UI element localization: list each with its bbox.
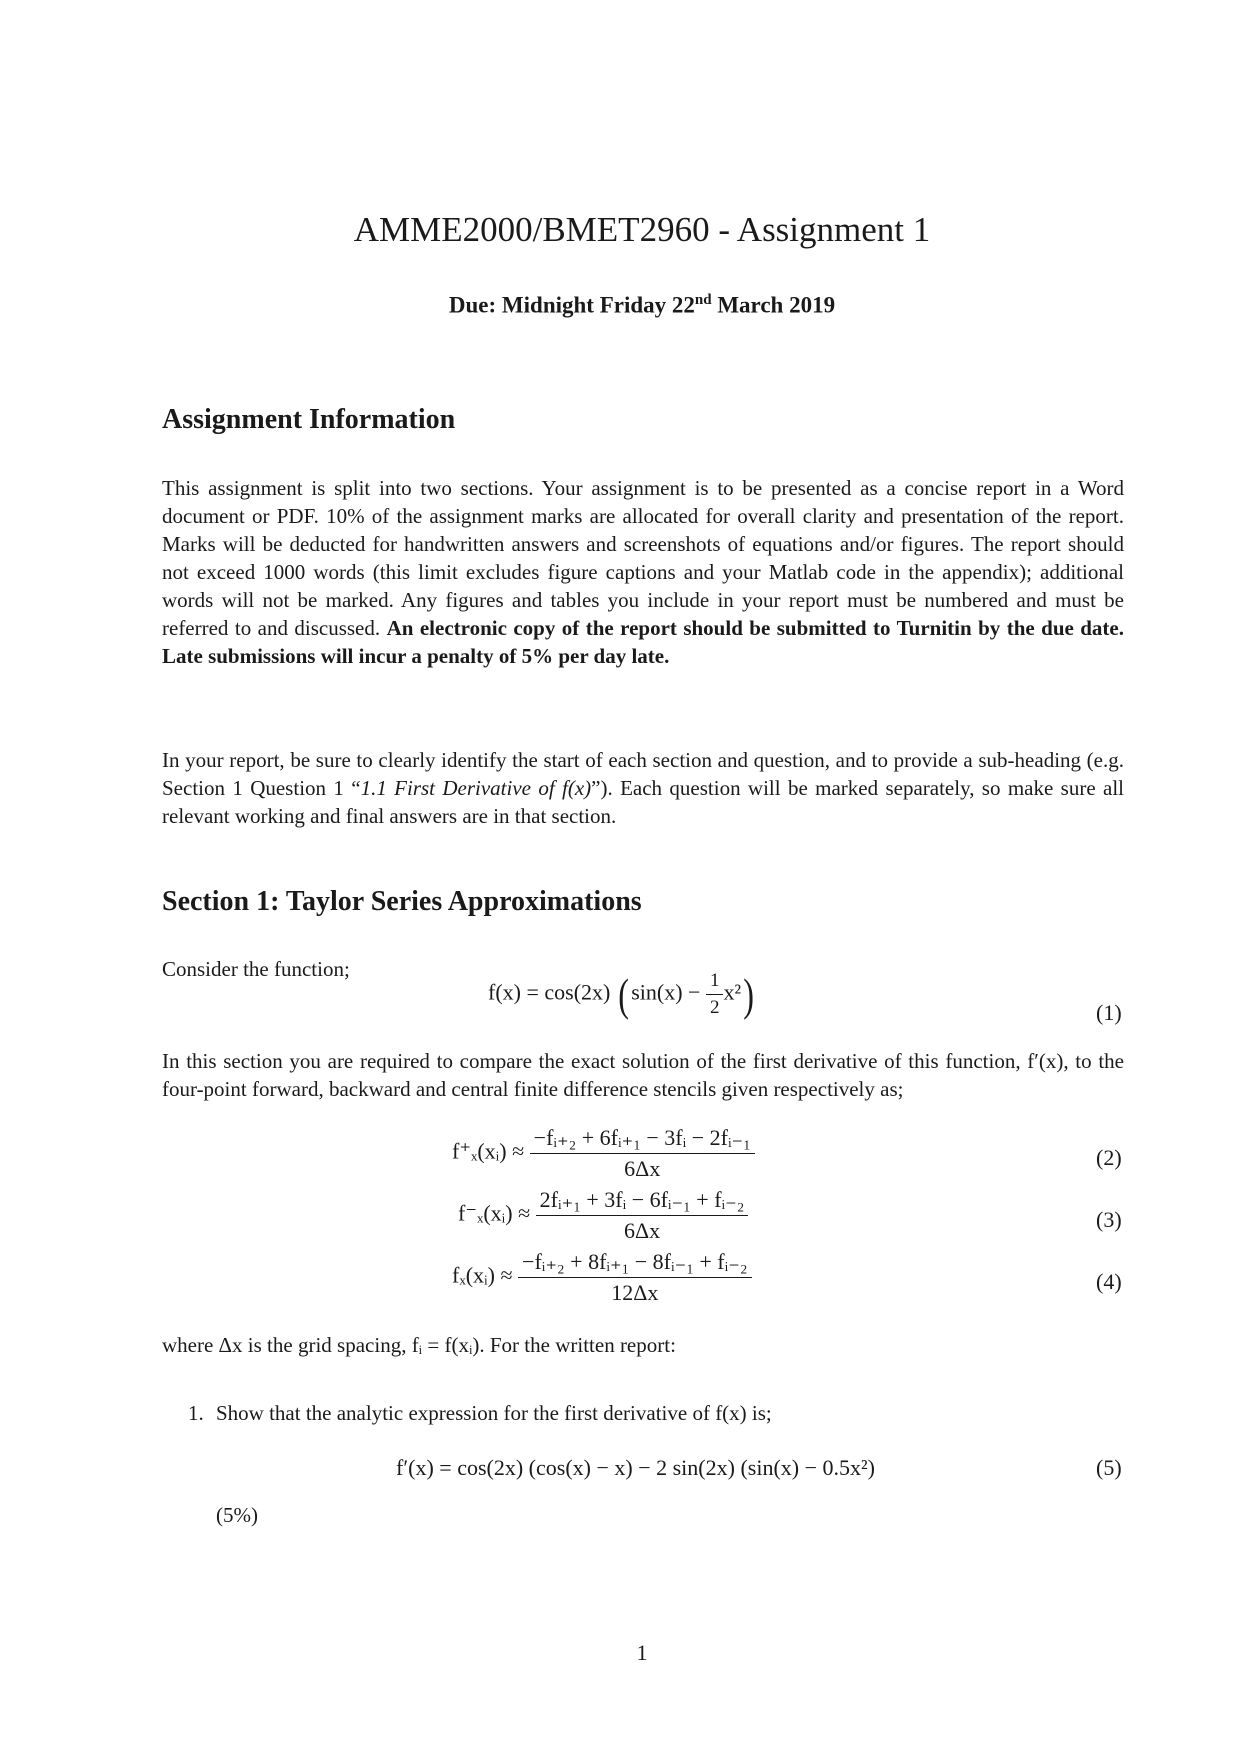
section1-compare-text: In this section you are required to compare the exact solution of the first derivative of this function, f′(x), to the four-point forward, backward and central finite difference stencils given respectively as; (162, 1049, 1124, 1101)
equation-2 (452, 1125, 755, 1182)
info-paragraph-bold: An electronic copy of the report should be submitted to Turnitin by the due date. Late submissions will incur a penalty of 5% per day late. (162, 616, 1124, 668)
info-paragraph-text: This assignment is split into two sections. Your assignment is to be presented as a concise report in a Word document or PDF. 10% of the assignment marks are allocated for overall clarity and presentation of the report. Marks will be deducted for handwritten answers and screenshots of equations and/or figures. The report should not exceed 1000 words (this limit excludes figure captions and your Matlab code in the appendix); additional words will not be marked. Any figures and tables you include in your report must be numbered and must be referred to and discussed. (162, 476, 1124, 640)
eq2-numerator: −fᵢ₊₂ + 6fᵢ₊₁ − 3fᵢ − 2fᵢ₋₁ (530, 1125, 755, 1154)
instructions-text-a: In your report, be sure to clearly identify the start of each section and question, and to provide a sub-heading (e.g. Section 1 Question 1 “ (162, 748, 1124, 800)
report-instructions-paragraph (162, 746, 1124, 830)
document-title: AMME2000/BMET2960 - Assignment 1 (353, 210, 931, 249)
eq3-fraction (536, 1187, 749, 1244)
eq1-lhs: f(x) = cos(2x) (488, 979, 611, 1005)
eq3-numerator: 2fᵢ₊₁ + 3fᵢ − 6fᵢ₋₁ + fᵢ₋₂ (536, 1187, 749, 1216)
eq1-numerator: 1 (706, 970, 724, 995)
eq2-denominator: 6Δx (624, 1156, 661, 1181)
equation-4 (452, 1249, 752, 1306)
page-number: 1 (636, 1640, 648, 1665)
eq1-inner: sin(x) − (631, 979, 701, 1005)
equation-1 (488, 970, 756, 1019)
section1-intro: Consider the function; (162, 957, 350, 981)
eq4-denominator: 12Δx (611, 1280, 659, 1305)
due-superscript: nd (694, 292, 712, 308)
assignment-info-paragraph (162, 474, 1124, 670)
eq4-fraction (518, 1249, 751, 1306)
eq4-lhs: fₓ(xᵢ) ≈ (452, 1262, 513, 1288)
instructions-text-b: ”). Each question will be marked separately, so make sure all relevant working and final answers are in that section. (162, 776, 1124, 828)
equation-3 (458, 1187, 748, 1244)
equation-5-number: (5) (1096, 1455, 1122, 1480)
due-prefix: Due: Midnight Friday 22 (448, 292, 695, 318)
eq1-tail: x² (723, 979, 742, 1005)
equation-1-number: (1) (1096, 1000, 1122, 1025)
equation-5: f′(x) = cos(2x) (cos(x) − x) − 2 sin(2x) (sin(x) − 0.5x²) (396, 1455, 875, 1480)
due-suffix: March 2019 (711, 292, 836, 318)
eq1-open-paren: ( (618, 968, 629, 1020)
eq3-lhs: f⁻ₓ(xᵢ) ≈ (458, 1200, 531, 1226)
equation-4-number: (4) (1096, 1269, 1122, 1294)
question-1-number: 1. (188, 1401, 204, 1425)
equation-2-number: (2) (1096, 1145, 1122, 1170)
section1-heading: Section 1: Taylor Series Approximations (162, 886, 642, 917)
eq2-lhs: f⁺ₓ(xᵢ) ≈ (452, 1138, 525, 1164)
eq4-numerator: −fᵢ₊₂ + 8fᵢ₊₁ − 8fᵢ₋₁ + fᵢ₋₂ (518, 1249, 751, 1278)
eq1-fraction (706, 970, 724, 1019)
instructions-italic: 1.1 First Derivative of f(x) (360, 776, 592, 800)
question-1-text: Show that the analytic expression for the first derivative of f(x) is; (216, 1401, 772, 1425)
eq2-fraction (530, 1125, 755, 1182)
due-date (0, 292, 1240, 319)
eq1-denominator: 2 (709, 997, 720, 1018)
question-1-marks: (5%) (216, 1503, 258, 1527)
equation-3-number: (3) (1096, 1207, 1122, 1232)
assignment-information-heading: Assignment Information (162, 404, 456, 435)
grid-spacing-text: where Δx is the grid spacing, fᵢ = f(xᵢ). For the written report: (162, 1333, 676, 1357)
eq3-denominator: 6Δx (623, 1218, 661, 1243)
eq1-close-paren: ) (743, 968, 755, 1020)
